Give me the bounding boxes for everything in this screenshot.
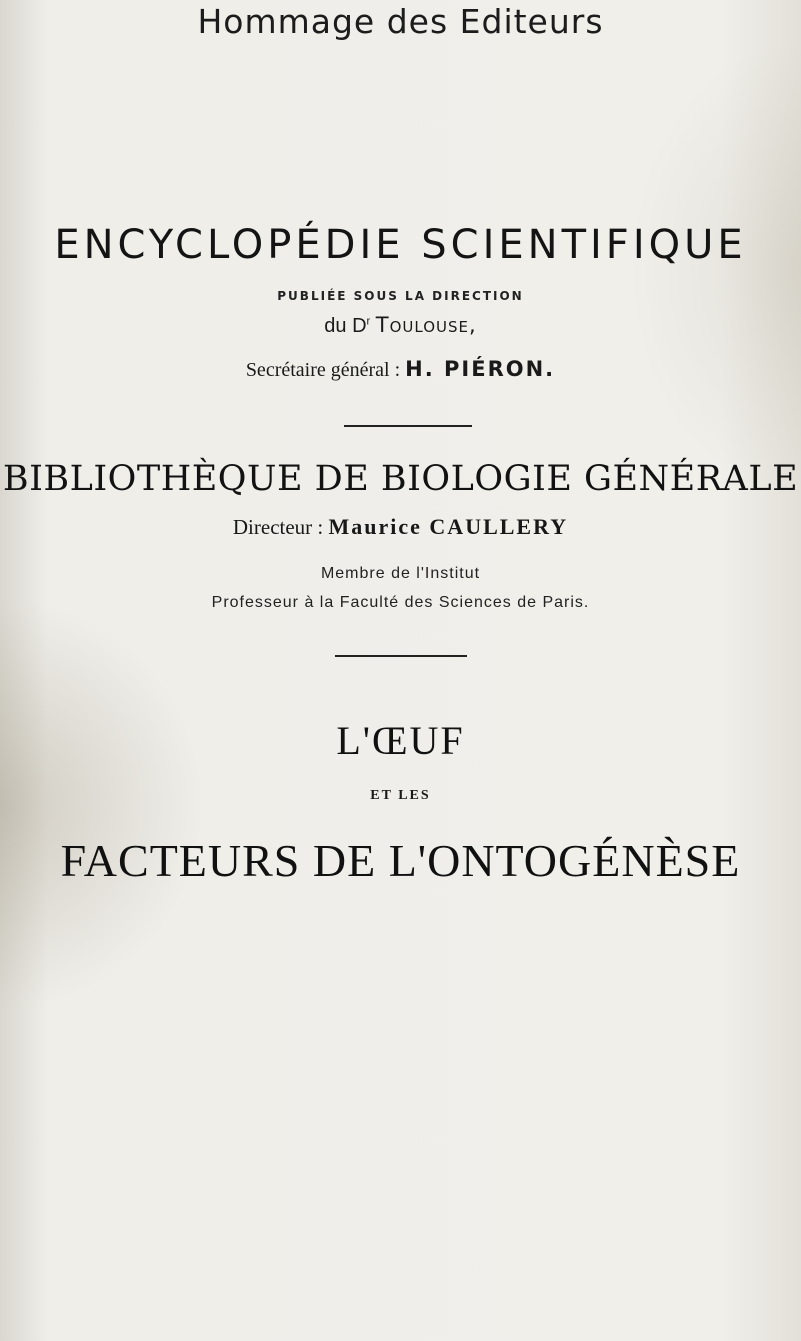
professorship-line: Professeur à la Faculté des Sciences de Paris. (211, 594, 590, 611)
published-under-line: PUBLIÉE SOUS LA DIRECTION (277, 289, 524, 303)
library-director-label: Directeur : (232, 515, 324, 539)
series-title: ENCYCLOPÉDIE SCIENTIFIQUE (54, 222, 747, 268)
membership-line: Membre de l'Institut (320, 565, 481, 582)
divider-bottom (335, 655, 467, 657)
secretary-line (0, 357, 801, 382)
director-prefix: du D (324, 315, 367, 337)
library-director-line (0, 514, 801, 540)
secretary-name: H. PIÉRON. (405, 357, 556, 381)
library-title: BIBLIOTHÈQUE DE BIOLOGIE GÉNÉRALE (2, 459, 799, 499)
secretary-label: Secrétaire général : (245, 359, 401, 381)
publisher-stamp: Hommage des Editeurs (197, 2, 604, 41)
divider-top (344, 425, 472, 427)
book-title-main: L'ŒUF (336, 718, 465, 763)
series-director-name: Toulouse, (375, 313, 477, 337)
library-director-name: Maurice CAULLERY (328, 514, 569, 539)
book-title-conjunction: ET LES (370, 788, 431, 803)
director-prefix-superscript: r (366, 315, 371, 328)
book-title-sub: FACTEURS DE L'ONTOGÉNÈSE (60, 835, 741, 886)
series-director-line (0, 313, 801, 338)
